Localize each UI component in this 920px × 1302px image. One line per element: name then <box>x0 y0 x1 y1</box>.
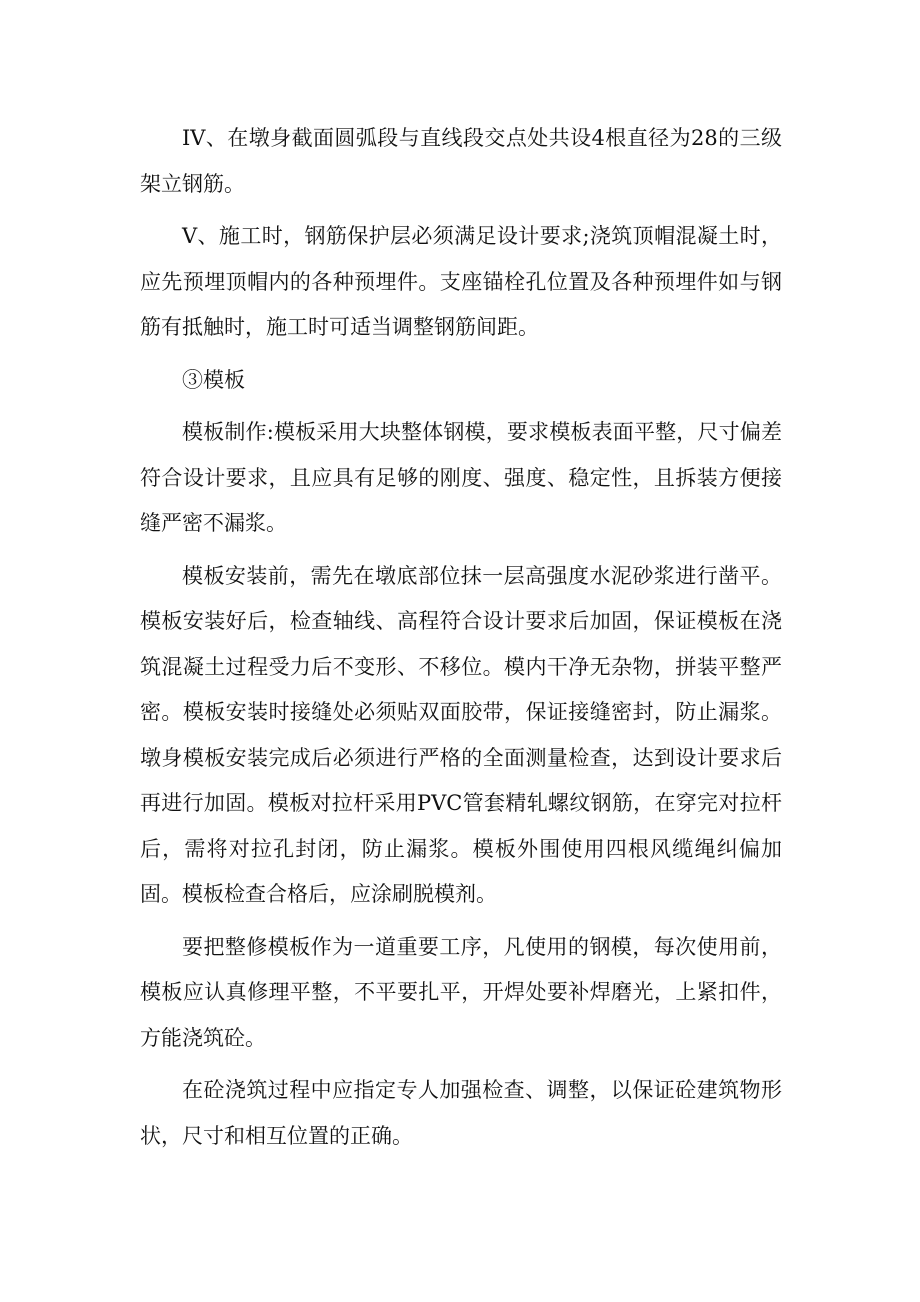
paragraph-formwork-installation: 模板安装前，需先在墩底部位抹一层高强度水泥砂浆进行凿平。模板安装好后，检查轴线、高程符合设计要求后加固，保证模板在浇筑混凝土过程受力后不变形、不移位。模内干净无杂物，拼装平整严密。模板安装时接缝处必须贴双面胶带，保证接缝密封，防止漏浆。墩身模板安装完成后必须进行严格的全面测量检查，达到设计要求后再进行加固。模板对拉杆采用PVC管套精轧螺纹钢筋，在穿完对拉杆后，需将对拉孔封闭，防止漏浆。模板外围使用四根风缆绳纠偏加固。模板检查合格后，应涂刷脱模剂。 <box>140 563 782 906</box>
paragraph-formwork-fabrication: 模板制作:模板采用大块整体钢模，要求模板表面平整，尺寸偏差符合设计要求，且应具有足够的刚度、强度、稳定性，且拆装方便接缝严密不漏浆。 <box>140 420 782 535</box>
paragraph-rebar-iv: IV、在墩身截面圆弧段与直线段交点处共设4根直径为28的三级架立钢筋。 <box>140 126 782 196</box>
document-body <box>140 116 782 1166</box>
section-heading-formwork: ③模板 <box>182 367 245 392</box>
paragraph-pouring-inspection: 在砼浇筑过程中应指定专人加强检查、调整，以保证砼建筑物形状，尺寸和相互位置的正确。 <box>140 1078 782 1148</box>
paragraph-rebar-v: V、施工时，钢筋保护层必须满足设计要求;浇筑顶帽混凝土时，应先预埋顶帽内的各种预埋件。支座锚栓孔位置及各种预埋件如与钢筋有抵触时，施工时可适当调整钢筋间距。 <box>140 224 782 339</box>
paragraph-formwork-repair: 要把整修模板作为一道重要工序，凡使用的钢模，每次使用前，模板应认真修理平整，不平要扎平，开焊处要补焊磨光，上紧扣件，方能浇筑砼。 <box>140 934 782 1050</box>
